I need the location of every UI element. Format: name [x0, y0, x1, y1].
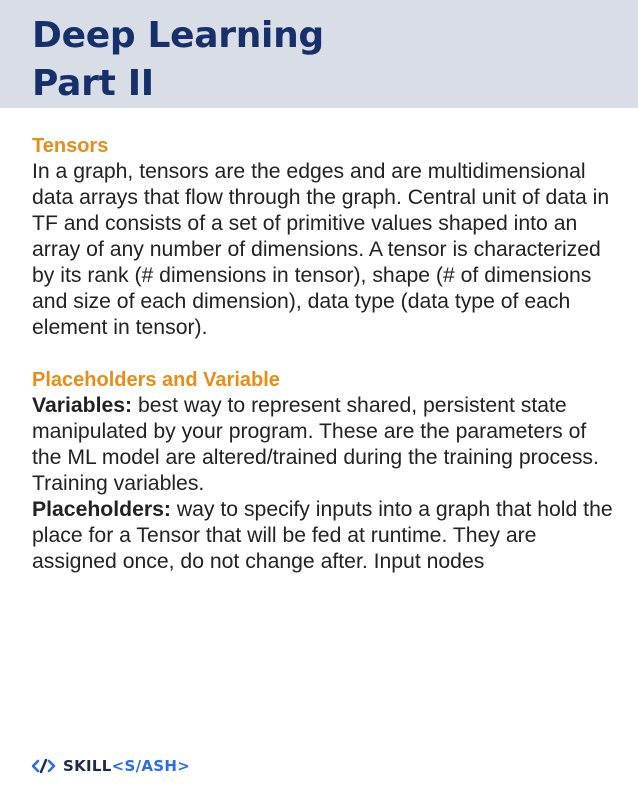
section-spacer — [32, 341, 617, 367]
tensors-section — [32, 133, 617, 341]
page-header — [0, 0, 638, 108]
placeholders-variable-section — [32, 367, 617, 575]
page-title — [32, 12, 324, 108]
tensors-heading: Tensors — [32, 135, 109, 157]
footer-brand — [32, 752, 190, 780]
title-line-2: Part II — [32, 63, 154, 104]
placeholders-text: way to specify inputs into a graph that hold the place for a Tensor that will be fed at runtime. They are assigned once, do not change after. Input nodes — [32, 498, 613, 573]
variables-paragraph — [32, 393, 617, 497]
placeholders-variable-heading: Placeholders and Variable — [32, 369, 280, 391]
main-content — [32, 133, 617, 575]
placeholders-paragraph — [32, 497, 617, 575]
variables-text: best way to represent shared, persistent state manipulated by your program. These are the parameters of the ML model are altered/trained during the training process. Training variables. — [32, 394, 599, 495]
tensors-body: In a graph, tensors are the edges and are multidimensional data arrays that flow through the graph. Central unit of data in TF and consists of a set of primitive values shaped into an array of any number of dimensions. A tensor is characterized by its rank (# dimensions in tensor), shape (# of dimensions and size of each dimension), data type (data type of each element in tensor). — [32, 160, 610, 339]
code-bracket-icon — [32, 758, 56, 774]
brand-name-part2: <S/ASH> — [111, 757, 191, 775]
variables-term: Variables: — [32, 394, 133, 417]
title-line-1: Deep Learning — [32, 15, 324, 56]
brand-name-part1: SKILL — [63, 757, 112, 775]
placeholders-term: Placeholders: — [32, 498, 171, 521]
